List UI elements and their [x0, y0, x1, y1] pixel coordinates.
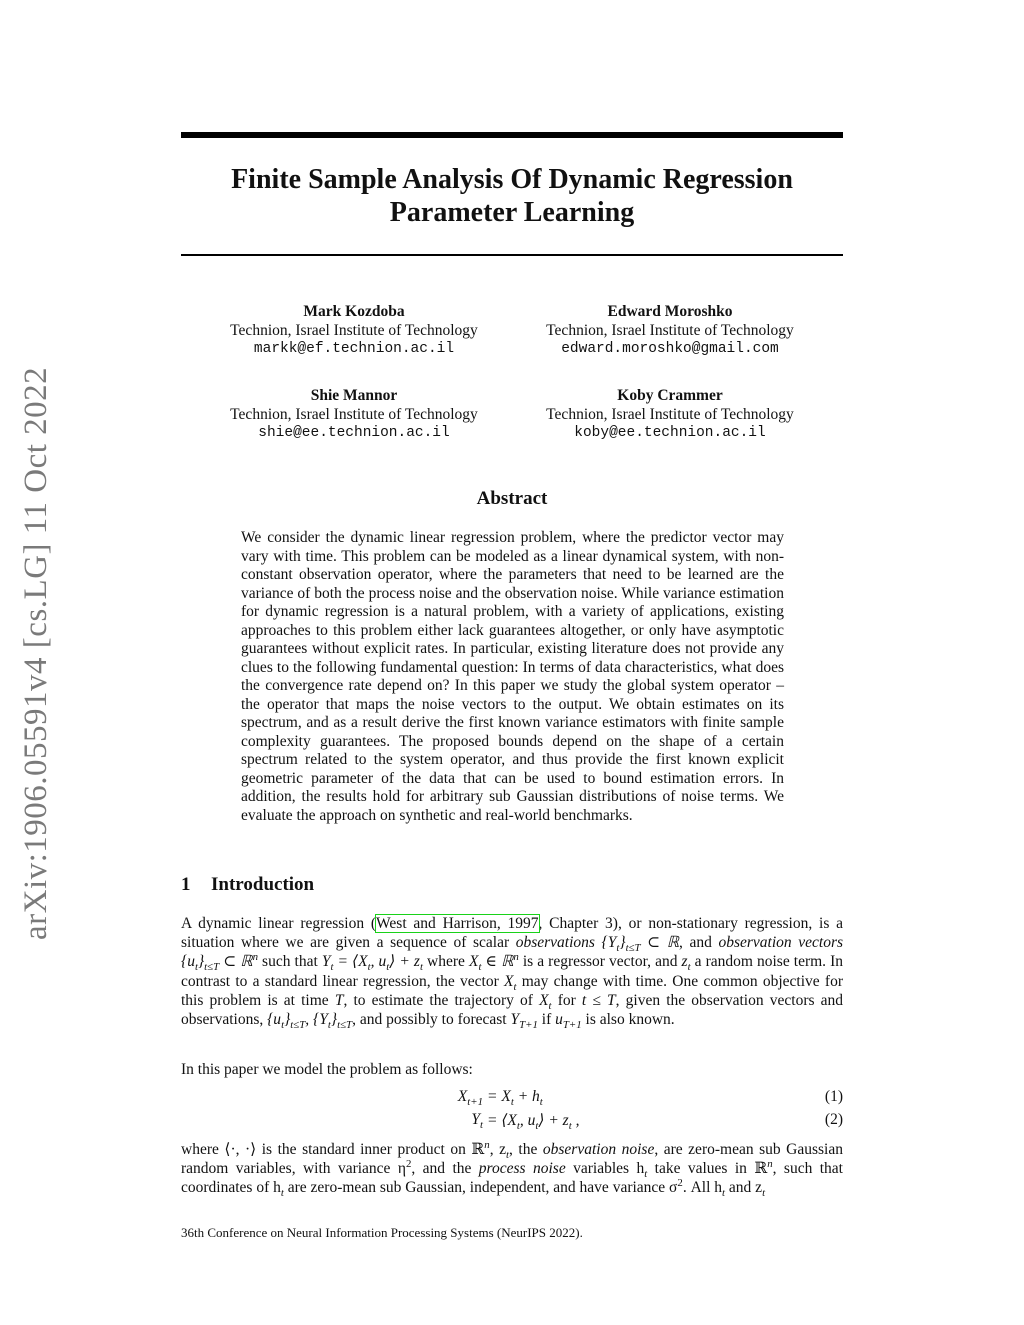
text-run: , and [679, 934, 719, 952]
text-run: where ⟨·, ·⟩ is the standard inner product on ℝ [181, 1141, 485, 1158]
text-run: . All h [682, 1179, 723, 1197]
text-run: , Chapter 3), or non-stationary regression, is a situation where we are given a sequence of scalar [181, 915, 844, 952]
text-run: for [551, 991, 582, 1009]
where-paragraph: where ⟨·, ·⟩ is the standard inner product on ℝ$^n$, $z_t$, the observation noise, are zero-mean sub Gaussian random variables, with variance $\eta^2$, and the process noise variables $h_t$ take values in ℝ$^n$, such that coordinates of $h_t$ are zero-mean sub Gaussian, independent, and have variance $\sigma^2$. All $h_t$ and $z_t$ [181, 1138, 843, 1200]
math-inline: $X_t$ [504, 972, 517, 993]
math-inline: $X_t$ [539, 991, 552, 1012]
text-run: variables h [565, 1160, 645, 1178]
author-email: koby@ee.technion.ac.il [574, 425, 766, 441]
section-heading [181, 874, 314, 896]
math-inline: $\{Y_t\}_{t\le T}$ ⊂ ℝ [601, 934, 680, 955]
author-name: Edward Moroshko [607, 303, 733, 320]
author-block [505, 302, 835, 359]
equation-1 [181, 1088, 843, 1108]
author-name: Mark Kozdoba [303, 303, 405, 320]
math-inline: $Y_t$ = $⟨X_t$, $u_t⟩ + z_t$ [321, 953, 423, 974]
text-run: , the [509, 1141, 543, 1158]
text-run: , [496, 915, 508, 932]
author-affiliation: Technion, Israel Institute of Technology [230, 322, 478, 339]
author-name: Shie Mannor [310, 387, 398, 404]
text-run: where [422, 953, 469, 971]
text-run: A dynamic linear regression ( [181, 915, 377, 932]
text-run: , are zero-mean sub Gaussian random variables, with variance η [181, 1141, 843, 1178]
equation-number: (1) [824, 1088, 843, 1105]
text-run: , given the observation vectors and observations, [181, 991, 844, 1029]
emphasis: process noise [478, 1160, 566, 1178]
citation-year[interactable]: 1997 [507, 915, 539, 932]
emphasis: observation noise [542, 1141, 655, 1158]
abstract-heading: Abstract [476, 488, 548, 509]
text-run: , and possibly to forecast [352, 1011, 511, 1029]
paper-title: Finite Sample Analysis Of Dynamic Regression Parameter Learning [231, 164, 793, 228]
conference-footnote: 36th Conference on Neural Information Processing Systems (NeurIPS 2022). [181, 1225, 583, 1240]
text-run: take values in ℝ [647, 1160, 768, 1178]
abstract-text: We consider the dynamic linear regression problem, where the predictor vector may vary with time. This problem can be modeled as a linear dynamical system, with non-constant observation operator, where the parameters that need to be learned are the variance of both the process noise and the observation noise. While variance estimation for dynamic regression is a natural problem, with a variety of applications, existing approaches to this problem either lack guarantees altogether, or only have asymptotic guarantees without explicit rates. In particular, existing literature does not provide any clues to the following fundamental question: In terms of data characteristics, what does the convergence rate depend on? In this paper we study the global system operator – the operator that maps the noise vectors to the output. We obtain estimates on its spectrum, and as a result derive the first known variance estimators with finite sample complexity guarantees. The proposed bounds depend on the shape of a certain spectrum related to the system operator, and thus provide the first known explicit geometric parameter of the data that can be used to bound estimation errors. In addition, the results hold for arbitrary sub Gaussian distributions of noise terms. We evaluate the approach on synthetic and real-world benchmarks. [241, 529, 784, 824]
text-run: are zero-mean sub Gaussian, independent, and have variance σ [283, 1179, 678, 1197]
section-number: 1 [181, 874, 191, 895]
math-inline: $u_{T+1}$ [555, 1011, 582, 1032]
math-inline: T [334, 991, 344, 1009]
title-bottom-rule [181, 254, 843, 256]
math-inline: $z_t$ [681, 953, 691, 974]
math-inline: $X_t$ ∈ ℝ$^n$ [468, 951, 519, 974]
text-run: if [537, 1011, 556, 1029]
math-inline: t ≤ T [581, 991, 616, 1009]
text-run: and z [725, 1179, 763, 1197]
text-run: may change with time. One common objective for this problem is at time [181, 972, 843, 1009]
text-run: , such that coordinates of h [181, 1160, 843, 1197]
text-run: , and the [411, 1160, 479, 1178]
text-run: , to estimate the trajectory of [343, 991, 540, 1009]
author-affiliation: Technion, Israel Institute of Technology [546, 322, 794, 339]
author-block [505, 386, 835, 443]
text-run: , z [489, 1141, 506, 1158]
citation-authors[interactable]: West and Harrison [376, 915, 497, 932]
equation-rhs: = $X_t + h_t$ [487, 1088, 543, 1109]
text-run: is a regressor vector, and [518, 953, 682, 971]
arxiv-identifier: arXiv:1906.05591v4 [cs.LG] 11 Oct 2022 [18, 366, 54, 940]
citation-link[interactable] [376, 915, 538, 932]
author-block [189, 386, 519, 443]
author-block [189, 302, 519, 359]
author-affiliation: Technion, Israel Institute of Technology [546, 406, 794, 423]
author-email: shie@ee.technion.ac.il [258, 425, 450, 441]
text-run: is also known. [581, 1011, 675, 1029]
equation-2 [181, 1111, 843, 1131]
section-title: Introduction [211, 874, 315, 895]
math-inline: $\{u_t\}_{t\le T}$ ⊂ ℝ$^n$ [181, 951, 258, 974]
author-email: edward.moroshko@gmail.com [561, 341, 779, 357]
author-email: markk@ef.technion.ac.il [253, 341, 455, 357]
math-inline: $Y_{T+1}$ [510, 1011, 538, 1032]
equation-number: (2) [824, 1111, 843, 1128]
emphasis: observations [515, 934, 595, 952]
text-run: a random noise term. In contrast to a standard linear regression, the vector [181, 953, 844, 990]
model-intro-paragraph: In this paper we model the problem as follows: [181, 1061, 473, 1078]
author-affiliation: Technion, Israel Institute of Technology [230, 406, 478, 423]
author-name: Koby Crammer [617, 387, 723, 404]
equation-lhs: $Y_t$ [471, 1111, 483, 1132]
emphasis: observation vectors [718, 934, 844, 952]
intro-paragraph [181, 914, 844, 1032]
equation-rhs: = $⟨X_t$, $u_t⟩ + z_t$ , [487, 1112, 580, 1133]
equation-lhs: $X_{t+1}$ [457, 1088, 483, 1109]
text-run: such that [257, 953, 322, 971]
title-top-rule [181, 132, 843, 138]
math-inline: $\{u_t\}_{t\le T}$, $\{Y_t\}_{t\le T}$ [267, 1011, 353, 1032]
